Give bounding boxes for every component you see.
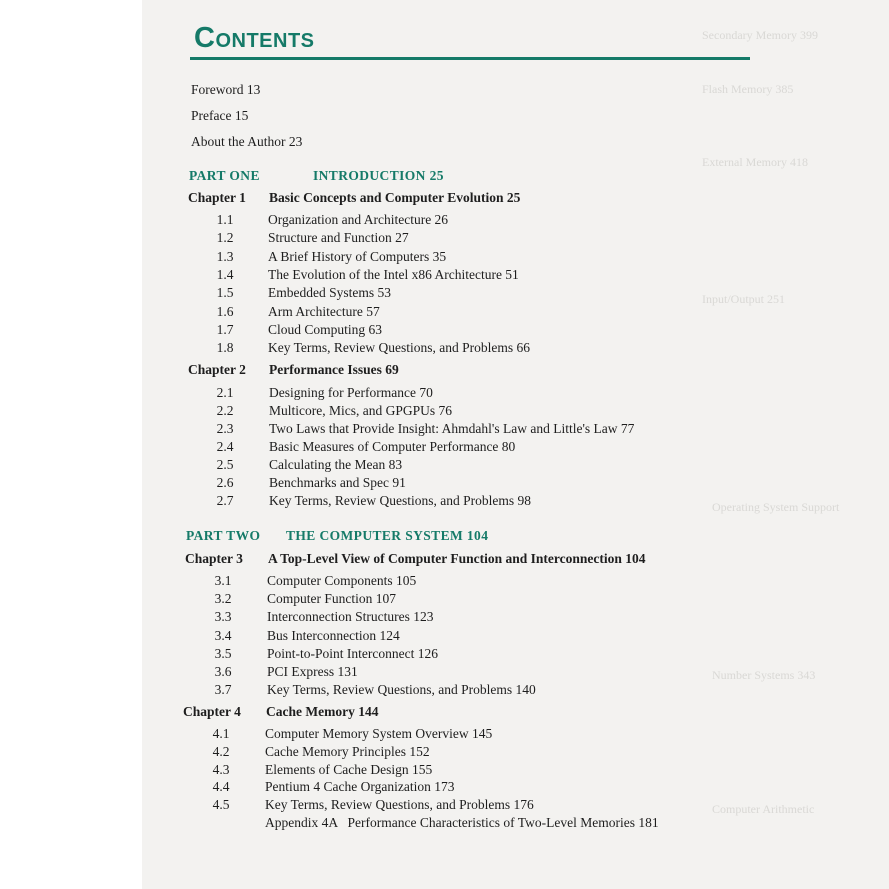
chapter-heading — [183, 704, 379, 720]
section-number: 4.5 — [212, 797, 230, 813]
part-heading — [189, 168, 444, 184]
chapter-heading — [188, 362, 399, 378]
section-number: 3.6 — [214, 664, 232, 679]
section-title: Computer Components 105 — [267, 573, 417, 588]
section-number: 2.7 — [216, 493, 234, 508]
show-through-text: Secondary Memory 399 — [702, 28, 818, 42]
section-number: 3.3 — [214, 609, 232, 625]
section-number: 1.3 — [216, 248, 234, 264]
section-number: 2.1 — [216, 385, 234, 400]
section-number: 1.5 — [216, 285, 234, 301]
chapter-label: Chapter 1 — [188, 190, 246, 205]
chapter-title: A Top-Level View of Computer Function and Interconnection 104 — [268, 551, 646, 566]
chapter-title: Performance Issues 69 — [269, 362, 399, 377]
section-title: Benchmarks and Spec 91 — [269, 475, 406, 490]
front-matter-item: About the Author 23 — [191, 134, 303, 149]
part-label: PART TWO — [186, 528, 261, 543]
section-title: Embedded Systems 53 — [268, 285, 391, 301]
section-number: 2.2 — [216, 403, 234, 418]
section-title: Key Terms, Review Questions, and Problems 176 — [265, 797, 534, 813]
chapter-label: Chapter 4 — [183, 704, 241, 719]
show-through-text: Input/Output 251 — [702, 292, 785, 306]
chapter-label: Chapter 2 — [188, 362, 246, 377]
section-number: 2.5 — [216, 457, 234, 472]
section-title: Computer Function 107 — [267, 591, 396, 607]
section-title: Bus Interconnection 124 — [267, 627, 400, 643]
section-number: 1.1 — [216, 212, 234, 227]
section-title: Organization and Architecture 26 — [268, 212, 449, 227]
section-number: 3.5 — [214, 645, 232, 661]
section-title: Multicore, Mics, and GPGPUs 76 — [269, 403, 452, 418]
appendix-entry: Appendix 4A Performance Characteristics of Two-Level Memories 181 — [265, 815, 659, 830]
chapter-title: Basic Concepts and Computer Evolution 25 — [269, 190, 521, 205]
section-number: 4.3 — [212, 761, 230, 777]
section-title: Interconnection Structures 123 — [267, 609, 434, 625]
chapter-heading — [185, 551, 646, 567]
section-title: Key Terms, Review Questions, and Problems 98 — [269, 493, 532, 508]
section-number: 1.8 — [216, 340, 234, 356]
section-number: 1.7 — [216, 321, 234, 337]
section-title: Two Laws that Provide Insight: Ahmdahl's Law and Little's Law 77 — [269, 421, 635, 436]
part-label: PART ONE — [189, 168, 260, 183]
book-page — [142, 0, 889, 889]
show-through-text: Flash Memory 385 — [702, 82, 794, 96]
part-title: INTRODUCTION 25 — [313, 168, 444, 183]
front-matter-item: Preface 15 — [191, 108, 249, 123]
section-title: Structure and Function 27 — [268, 230, 409, 246]
section-title: Pentium 4 Cache Organization 173 — [265, 779, 455, 795]
chapter-heading — [188, 190, 521, 206]
section-title: Elements of Cache Design 155 — [265, 761, 433, 777]
section-number: 2.6 — [216, 475, 234, 490]
section-title: Key Terms, Review Questions, and Problems 140 — [267, 682, 536, 698]
front-matter-item: Foreword 13 — [191, 82, 261, 97]
section-number: 4.1 — [212, 726, 230, 741]
section-number: 4.4 — [212, 779, 230, 795]
section-title: Basic Measures of Computer Performance 80 — [269, 439, 516, 454]
section-title: Key Terms, Review Questions, and Problems 66 — [268, 340, 531, 356]
chapter-title: Cache Memory 144 — [266, 704, 379, 719]
section-title: The Evolution of the Intel x86 Architecture 51 — [268, 266, 519, 282]
section-title: Arm Architecture 57 — [268, 303, 380, 319]
section-number: 3.2 — [214, 591, 232, 607]
title-rule — [190, 57, 750, 60]
section-title: A Brief History of Computers 35 — [268, 248, 447, 264]
section-number: 1.4 — [216, 266, 234, 282]
section-number: 2.3 — [216, 421, 234, 436]
section-title: Cache Memory Principles 152 — [265, 743, 430, 759]
section-number: 1.2 — [216, 230, 234, 246]
section-title: PCI Express 131 — [267, 664, 358, 679]
part-heading — [186, 528, 489, 544]
show-through-text: External Memory 418 — [702, 155, 808, 169]
page-title: Contents — [194, 22, 315, 54]
section-number: 1.6 — [216, 303, 234, 319]
show-through-text: Computer Arithmetic — [712, 802, 815, 816]
show-through-text: Operating System Support — [712, 500, 840, 514]
section-number: 3.1 — [214, 573, 232, 588]
section-title: Calculating the Mean 83 — [269, 457, 403, 472]
section-title: Point-to-Point Interconnect 126 — [267, 645, 438, 661]
chapter-label: Chapter 3 — [185, 551, 243, 566]
section-title: Designing for Performance 70 — [269, 385, 433, 400]
section-number: 4.2 — [212, 743, 230, 759]
section-number: 3.4 — [214, 627, 232, 643]
show-through-text: Number Systems 343 — [712, 668, 816, 682]
section-number: 2.4 — [216, 439, 234, 454]
section-number: 3.7 — [214, 682, 232, 698]
section-title: Cloud Computing 63 — [268, 321, 383, 337]
section-title: Computer Memory System Overview 145 — [265, 726, 493, 741]
part-title: THE COMPUTER SYSTEM 104 — [286, 528, 489, 543]
